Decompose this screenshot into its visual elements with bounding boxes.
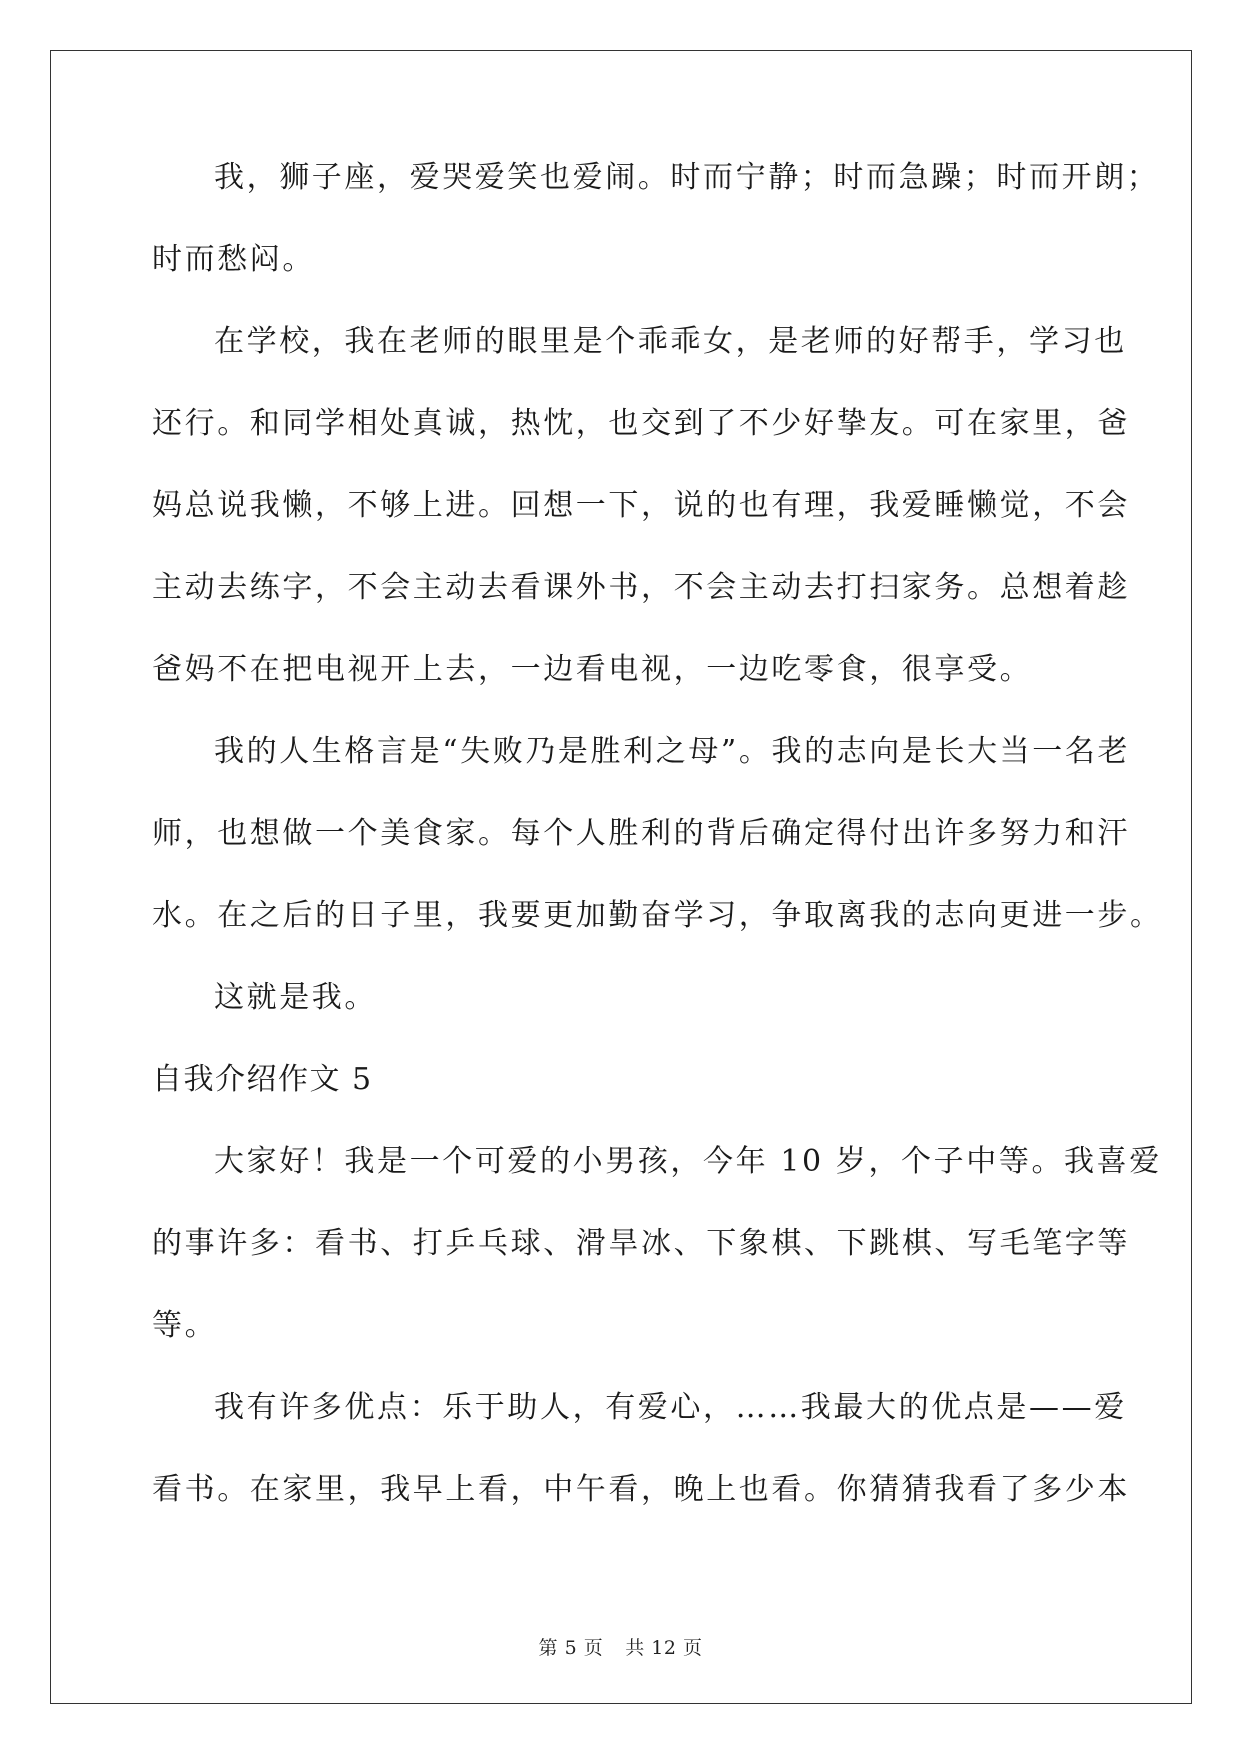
- paragraph-line: 等。: [152, 1308, 218, 1343]
- paragraph-line: 这就是我。: [214, 980, 377, 1015]
- paragraph-line: 还行。和同学相处真诚，热忱，也交到了不少好挚友。可在家里，爸: [152, 406, 1130, 441]
- paragraph-line: 看书。在家里，我早上看，中午看，晚上也看。你猜猜我看了多少本: [152, 1472, 1130, 1507]
- paragraph-line: 主动去练字，不会主动去看课外书，不会主动去打扫家务。总想着趁: [152, 570, 1130, 605]
- document-body: [152, 160, 1163, 1554]
- paragraph-line: 师，也想做一个美食家。每个人胜利的背后确定得付出许多努力和汗: [152, 816, 1130, 851]
- paragraph-line: 水。在之后的日子里，我要更加勤奋学习，争取离我的志向更进一步。: [152, 898, 1163, 933]
- paragraph-line: 我有许多优点：乐于助人，有爱心，……我最大的优点是——爱: [214, 1390, 1127, 1425]
- paragraph-line: 爸妈不在把电视开上去，一边看电视，一边吃零食，很享受。: [152, 652, 1033, 687]
- section-heading: 自我介绍作文 5: [152, 1062, 373, 1097]
- paragraph-line: 时而愁闷。: [152, 242, 315, 277]
- paragraph-line: 妈总说我懒，不够上进。回想一下，说的也有理，我爱睡懒觉，不会: [152, 488, 1130, 523]
- page-number: 第 5 页: [538, 1637, 604, 1659]
- paragraph-line: 我，狮子座，爱哭爱笑也爱闹。时而宁静；时而急躁；时而开朗；: [214, 160, 1160, 195]
- paragraph-line: 我的人生格言是“失败乃是胜利之母”。我的志向是长大当一名老: [214, 734, 1131, 769]
- page-total: 共 12 页: [625, 1637, 703, 1659]
- paragraph-line: 的事许多：看书、打乒乓球、滑旱冰、下象棋、下跳棋、写毛笔字等: [152, 1226, 1130, 1261]
- paragraph-line: 在学校，我在老师的眼里是个乖乖女，是老师的好帮手，学习也: [214, 324, 1127, 359]
- page-footer: [0, 1633, 1241, 1660]
- paragraph-line: 大家好！我是一个可爱的小男孩，今年 10 岁，个子中等。我喜爱: [214, 1144, 1162, 1179]
